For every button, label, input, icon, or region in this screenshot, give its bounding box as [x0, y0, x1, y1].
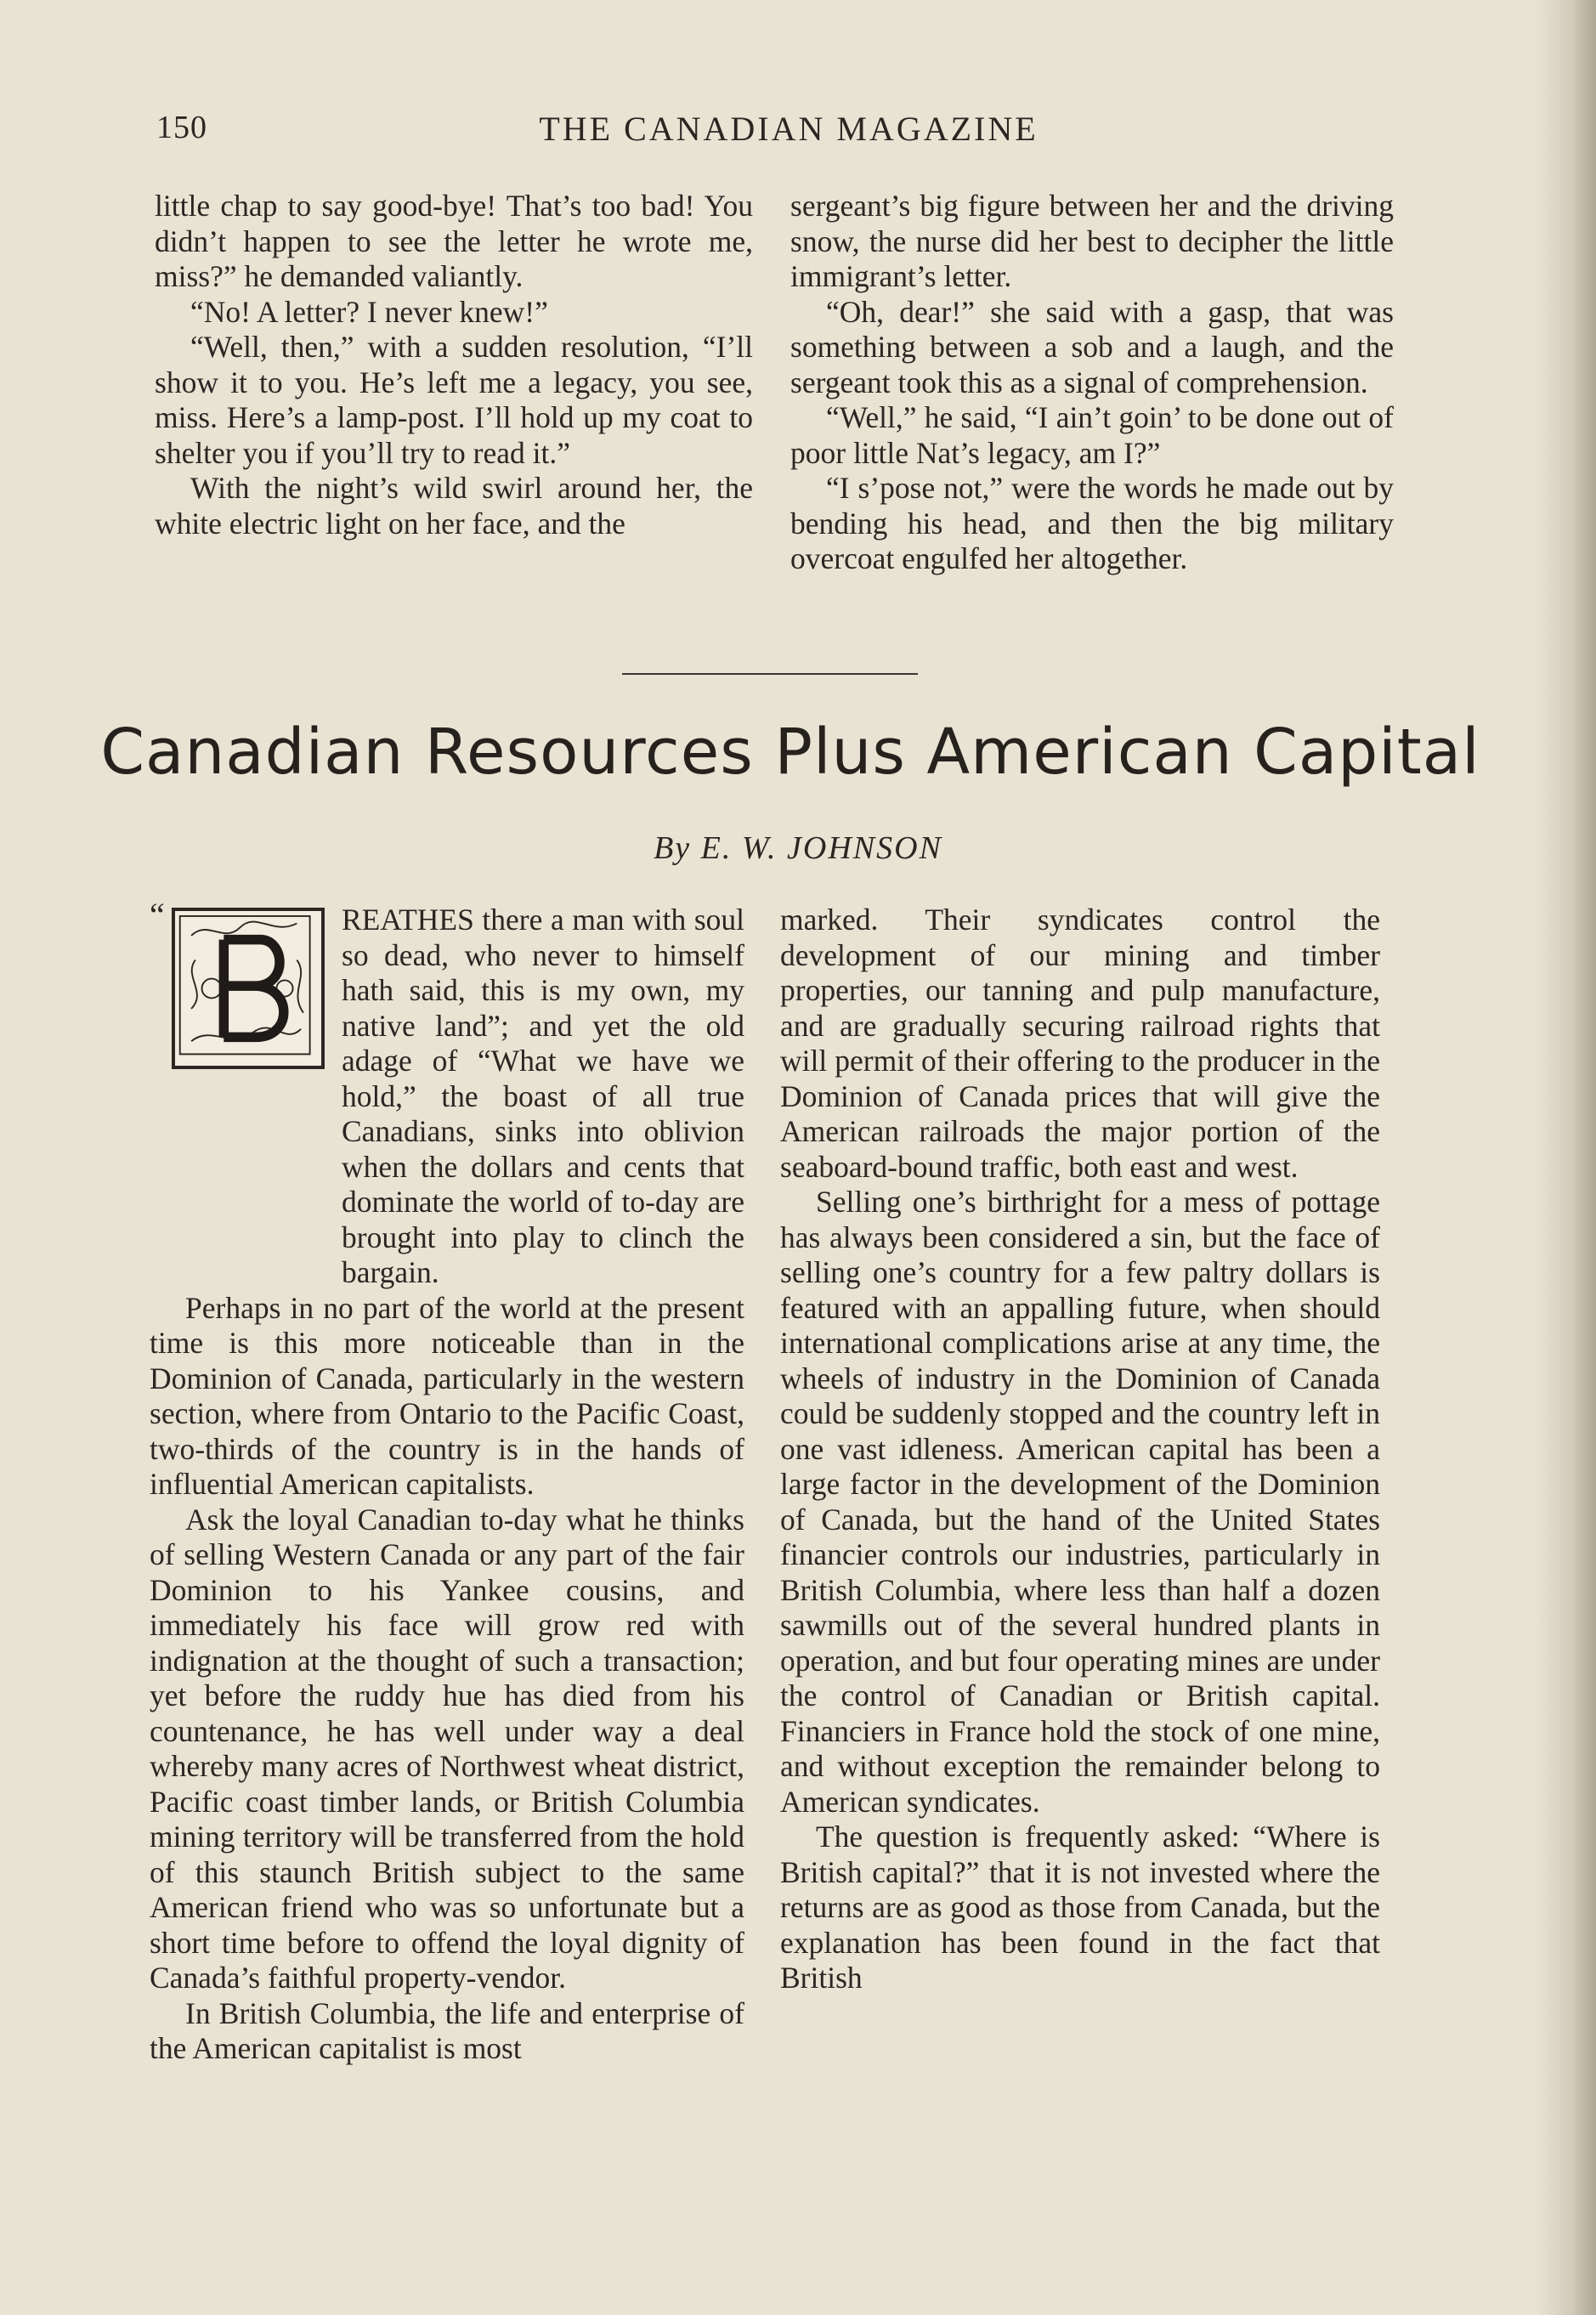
- page-edge-shadow: [1537, 0, 1596, 2315]
- story-end-right-column: [790, 189, 1394, 577]
- section-divider: [622, 673, 918, 675]
- story-paragraph: With the night’s wild swirl around her, the white electric light on her face, and the: [155, 471, 753, 541]
- article-paragraph: marked. Their syndicates control the development of our mining and timber properties, our tanning and pulp manufacture, and are gradually securing railroad rights that will permit of their offering to the producer in the Dominion of Canada prices that will give the American railroads the major portion of the seaboard-bound traffic, both east and west.: [780, 903, 1380, 1184]
- article-right-column: [780, 903, 1380, 1996]
- article-paragraph: Perhaps in no part of the world at the present time is this more noticeable than in the Dominion of Canada, particularly in the western section, where from Ontario to the Pacific Coast, two-thirds of the country is in the hands of influential American capitalists.: [150, 1290, 744, 1501]
- story-paragraph: “Well, then,” with a sudden resolution, “I’ll show it to you. He’s left me a legacy, you see, miss. Here’s a lamp-post. I’ll hold up my coat to shelter you if you’ll try to read it.”: [155, 330, 753, 470]
- running-head: [156, 109, 1387, 156]
- story-end-left-column: [155, 189, 753, 541]
- story-paragraph: “I s’pose not,” were the words he made out by bending his head, and then the big military overcoat engulfed her altogether.: [790, 471, 1394, 575]
- first-paragraph-text: REATHES there a man with soul so dead, who never to himself hath said, this is my own, my native land”; and yet the old adage of “What we have we hold,” the boast of all true Canadians, sinks into oblivion when the dollars and cents that dominate the world of to-day are brought into play to clinch the bargain.: [342, 903, 744, 1289]
- article-paragraph: In British Columbia, the life and enterprise of the American capitalist is most: [150, 1995, 744, 2065]
- story-paragraph: little chap to say good-bye! That’s too bad! You didn’t happen to see the letter he wrote me, miss?” he demanded valiantly.: [155, 189, 753, 293]
- magazine-title: THE CANADIAN MAGAZINE: [539, 110, 1039, 148]
- story-paragraph: sergeant’s big figure between her and the driving snow, the nurse did her best to decipher the little immigrant’s letter.: [790, 189, 1394, 293]
- ornament-b-icon: [175, 911, 321, 1066]
- article-paragraph: The question is frequently asked: “Where is British capital?” that it is not invested where the returns are as good as those from Canada, but the explanation has been found in the fact that British: [780, 1820, 1380, 1995]
- article-paragraph: Selling one’s birthright for a mess of pottage has always been considered a sin, but the face of selling one’s country for a few paltry dollars is featured with an appalling future, when should international complications arise at any time, the wheels of industry in the Dominion of Canada could be suddenly stopped and the country left in one vast idleness. American capital has been a large factor in the development of the Dominion of Canada, but the hand of the United States financier controls our industries, particularly in British Columbia, where less than half a dozen sawmills out of the several hundred plants in operation, and but four operating mines are under the control of Canadian or British capital. Financiers in France hold the stock of one mine, and without exception the remainder belong to American syndicates.: [780, 1185, 1380, 1819]
- article-byline: By E. W. JOHNSON: [654, 830, 942, 866]
- article-title: Canadian Resources Plus American Capital: [100, 716, 1480, 789]
- story-paragraph: “No! A letter? I never knew!”: [190, 294, 548, 329]
- story-paragraph: “Well,” he said, “I ain’t goin’ to be done out of poor little Nat’s legacy, am I?”: [790, 400, 1394, 470]
- ornamental-dropcap-b: [172, 908, 325, 1069]
- story-paragraph: “Oh, dear!” she said with a gasp, that was something between a sob and a laugh, and the sergeant took this as a signal of comprehension.: [790, 294, 1394, 399]
- open-quote: “: [150, 896, 165, 934]
- page-number: 150: [156, 110, 207, 145]
- article-left-column: [150, 896, 744, 2067]
- article-paragraph: Ask the loyal Canadian to-day what he thinks of selling Western Canada or any part of the fair Dominion to his Yankee cousins, and immediately his face will grow red with indignation at the thought of such a transaction; yet before the ruddy hue has died from his countenance, he has well under way a deal whereby many acres of Northwest wheat district, Pacific coast timber lands, or British Columbia mining territory will be transferred from the hold of this staunch British subject to the same American friend who was so unfortunate but a short time before to offend the loyal dignity of Canada’s faithful property-vendor.: [150, 1502, 744, 1995]
- article-first-paragraph: [150, 896, 744, 1291]
